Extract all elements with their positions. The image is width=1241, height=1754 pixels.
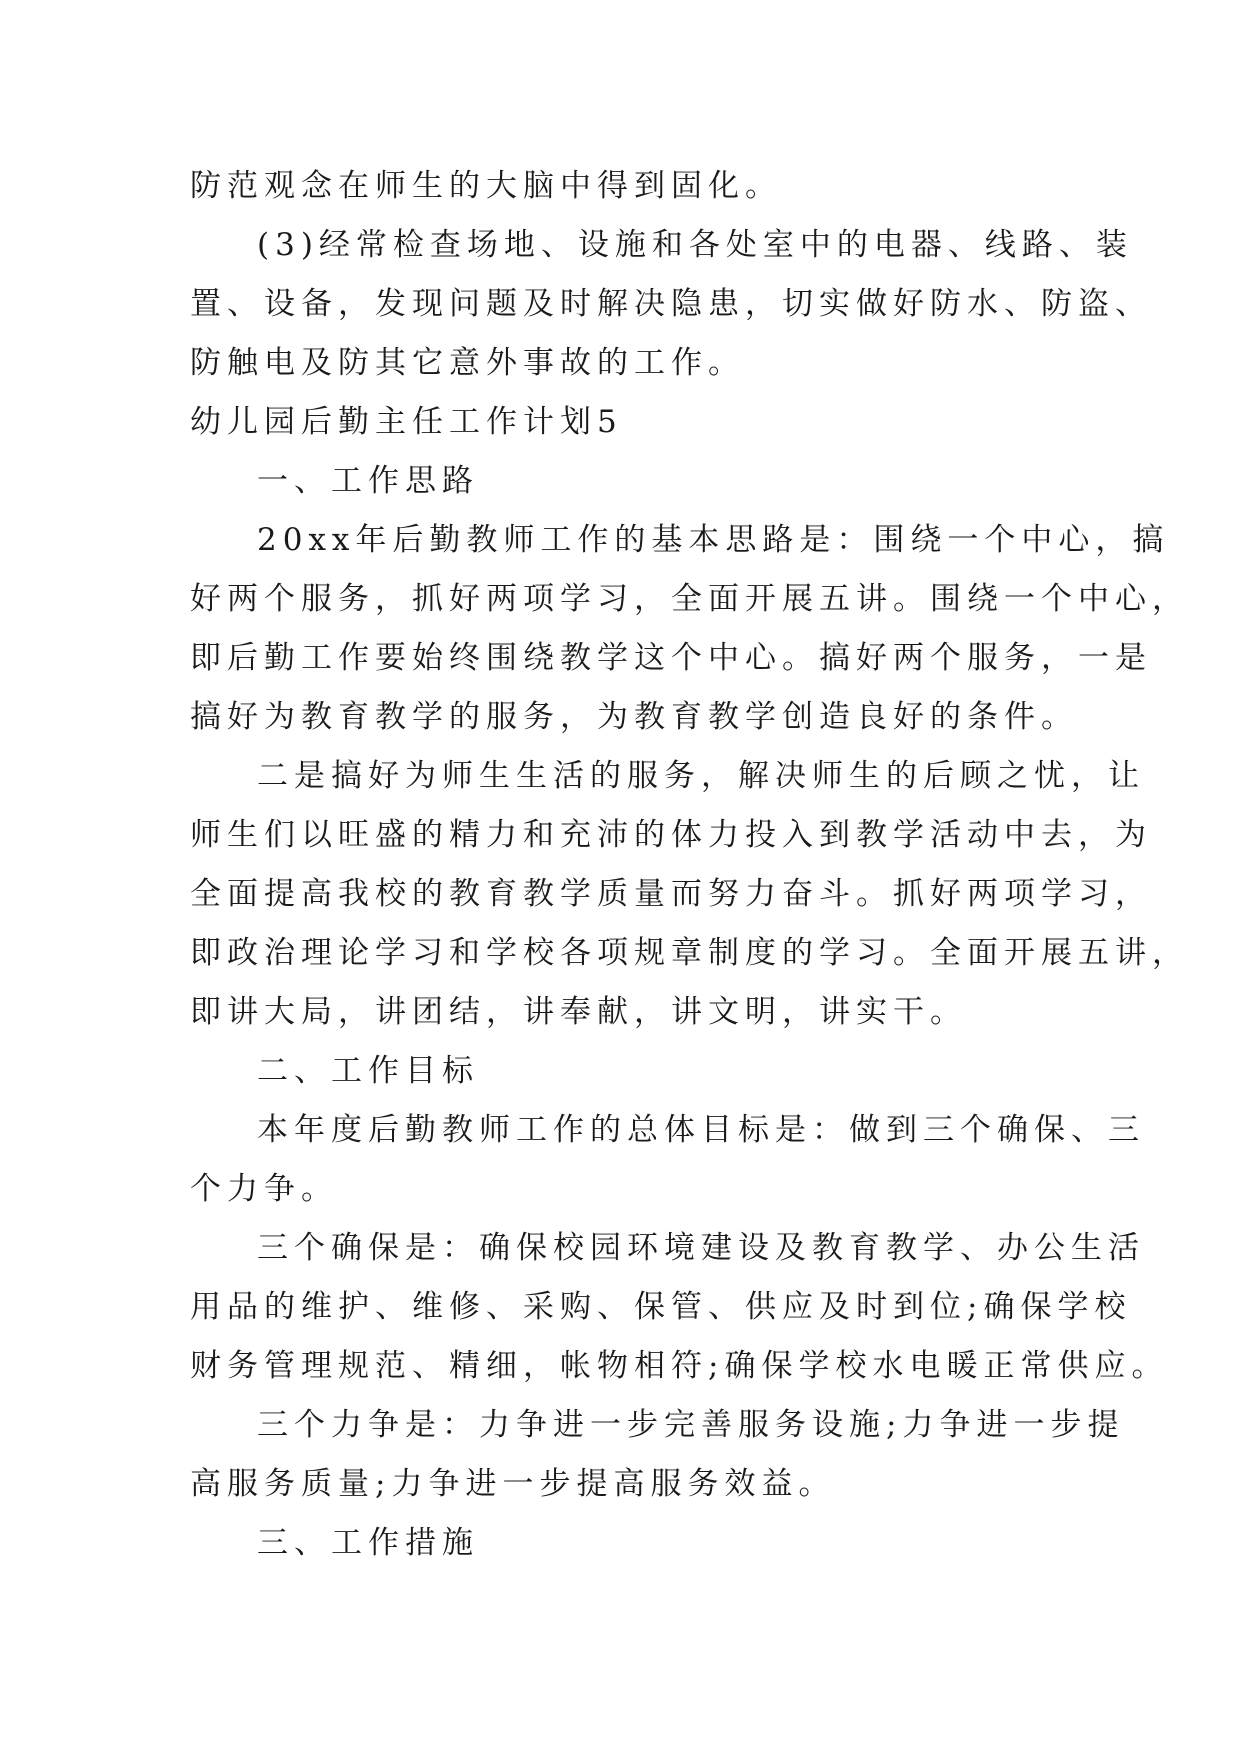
text-line: 二是搞好为师生生活的服务，解决师生的后顾之忧，让 — [257, 758, 1145, 794]
section-title: 幼儿园后勤主任工作计划5 — [190, 404, 623, 440]
section-heading: 二、工作目标 — [257, 1053, 479, 1089]
section-heading: 三、工作措施 — [257, 1525, 479, 1561]
text-line: 师生们以旺盛的精力和充沛的体力投入到教学活动中去，为 — [190, 817, 1152, 853]
text-line: 即政治理论学习和学校各项规章制度的学习。全面开展五讲， — [190, 935, 1189, 971]
text-line: 防触电及防其它意外事故的工作。 — [190, 345, 745, 381]
section-heading: 一、工作思路 — [257, 463, 479, 499]
text-line: 搞好为教育教学的服务，为教育教学创造良好的条件。 — [190, 699, 1078, 735]
text-line: 全面提高我校的教育教学质量而努力奋斗。抓好两项学习， — [190, 876, 1152, 912]
text-line: 用品的维护、维修、采购、保管、供应及时到位;确保学校 — [190, 1289, 1132, 1325]
text-line: (3)经常检查场地、设施和各处室中的电器、线路、装 — [257, 227, 1133, 263]
text-line: 三个确保是：确保校园环境建设及教育教学、办公生活 — [257, 1230, 1145, 1266]
text-line: 好两个服务，抓好两项学习，全面开展五讲。围绕一个中心， — [190, 581, 1189, 617]
text-line: 20xx年后勤教师工作的基本思路是：围绕一个中心，搞 — [257, 522, 1170, 558]
text-line: 即后勤工作要始终围绕教学这个中心。搞好两个服务，一是 — [190, 640, 1152, 676]
text-line: 个力争。 — [190, 1171, 338, 1207]
text-line: 防范观念在师生的大脑中得到固化。 — [190, 168, 782, 204]
text-line: 置、设备，发现问题及时解决隐患，切实做好防水、防盗、 — [190, 286, 1152, 322]
text-line: 三个力争是：力争进一步完善服务设施;力争进一步提 — [257, 1407, 1125, 1443]
text-line: 本年度后勤教师工作的总体目标是：做到三个确保、三 — [257, 1112, 1145, 1148]
text-line: 财务管理规范、精细，帐物相符;确保学校水电暖正常供应。 — [190, 1348, 1169, 1384]
text-line: 高服务质量;力争进一步提高服务效益。 — [190, 1466, 836, 1502]
text-line: 即讲大局，讲团结，讲奉献，讲文明，讲实干。 — [190, 994, 967, 1030]
